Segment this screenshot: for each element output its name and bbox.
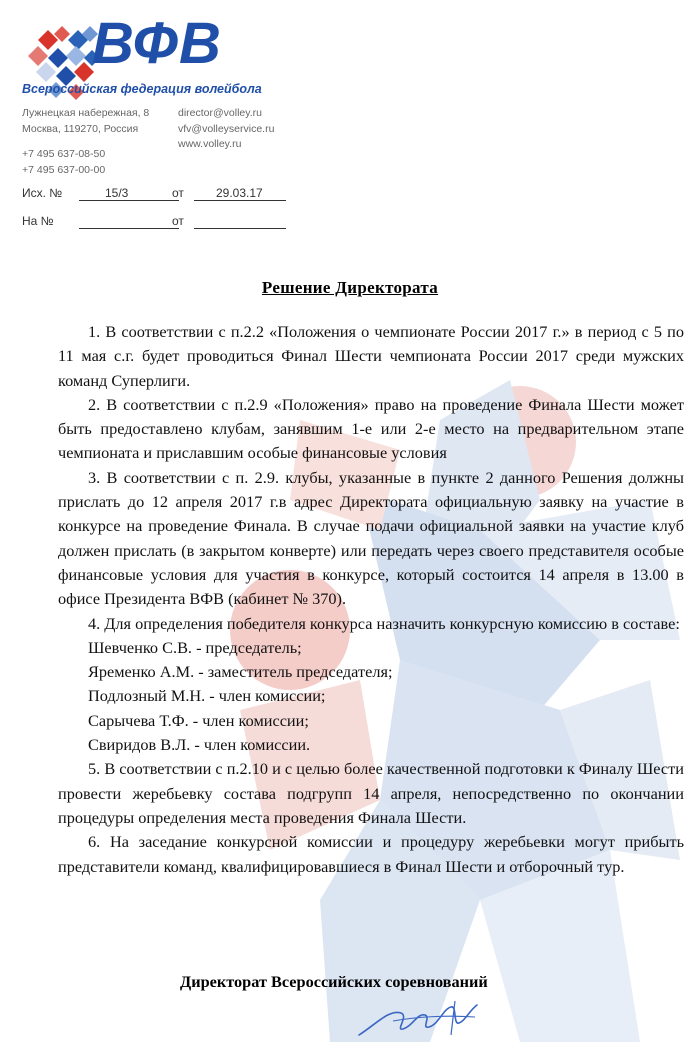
commission-member: Шевченко С.В. - председатель; <box>88 637 302 657</box>
email-address: director@volley.ru <box>178 107 262 119</box>
phone-number: +7 495 637-00-00 <box>22 163 106 176</box>
paragraph: 5. В соответствии с п.2.10 и с целью более качественной подготовки к Финалу Шести провести жеребьевку состава подгрупп 14 апреля, непосредственно по окончании процедуры определения места проведения Финала Шести. <box>58 759 684 827</box>
incoming-number-label: На № <box>22 214 54 228</box>
address-line: Лужнецкая набережная, 8 <box>22 107 150 119</box>
contact-web-block <box>178 106 274 153</box>
website: www.volley.ru <box>178 138 242 150</box>
handwritten-signature-icon <box>355 995 485 1040</box>
commission-member: Сарычева Т.Ф. - член комиссии; <box>88 710 309 730</box>
logo-wordmark: ВФВ <box>92 11 222 76</box>
paragraph: 6. На заседание конкурсной комиссии и процедуру жеребьевки могут прибыть представители команд, квалифицировавшиеся в Финал Шести и отборочный тур. <box>58 832 684 876</box>
outgoing-number-label: Исх. № <box>22 186 63 200</box>
paragraph: 2. В соответствии с п.2.9 «Положения» право на проведение Финала Шести может быть предоставлено клубам, занявшим 1-е или 2-е место на предварительном этапе чемпионата и приславшим особые финансовые условия <box>58 394 684 463</box>
outgoing-date: 29.03.17 <box>194 186 286 201</box>
document-body <box>58 320 684 879</box>
email-address: vfv@volleyservice.ru <box>178 122 275 135</box>
phone-number: +7 495 637-08-50 <box>22 148 106 160</box>
outgoing-number: 15/3 <box>79 186 179 201</box>
commission-member: Яременко А.М. - заместитель председателя; <box>88 662 393 682</box>
paragraph: 4. Для определения победителя конкурса назначить конкурсную комиссию в составе: <box>88 613 680 633</box>
incoming-number <box>79 214 179 229</box>
paragraph: 1. В соответствии с п.2.2 «Положения о чемпионате России 2017 г.» в период с 5 по 11 мая с.г. будет проводиться Финал Шести чемпионата России 2017 среди мужских команд Суперлиги. <box>58 322 684 390</box>
signatory: Директорат Всероссийских соревнований <box>180 972 488 991</box>
contact-address-block <box>22 106 149 178</box>
address-line: Москва, 119270, Россия <box>22 122 139 135</box>
incoming-date-label: от <box>172 214 184 228</box>
commission-member: Подлозный М.Н. - член комиссии; <box>88 686 326 706</box>
organization-name: Всероссийская федерация волейбола <box>22 82 262 96</box>
paragraph: 3. В соответствии с п. 2.9. клубы, указанные в пункте 2 данного Решения должны прислать до 12 апреля 2017 г.в адрес Директората официальную заявку на участие в конкурсе на проведение Финала. В случае подачи официальной заявки на участие клуб должен прислать (в закрытом конверте) или передать через своего представителя особые финансовые условия для участия в конкурсе, который состоится 14 апреля в 13.00 в офисе Президента ВФВ (кабинет № 370). <box>58 467 684 609</box>
document-title: Решение Директората <box>261 278 439 297</box>
outgoing-date-label: от <box>172 186 184 200</box>
incoming-date <box>194 214 286 229</box>
commission-member: Свиридов В.Л. - член комиссии. <box>88 735 311 755</box>
